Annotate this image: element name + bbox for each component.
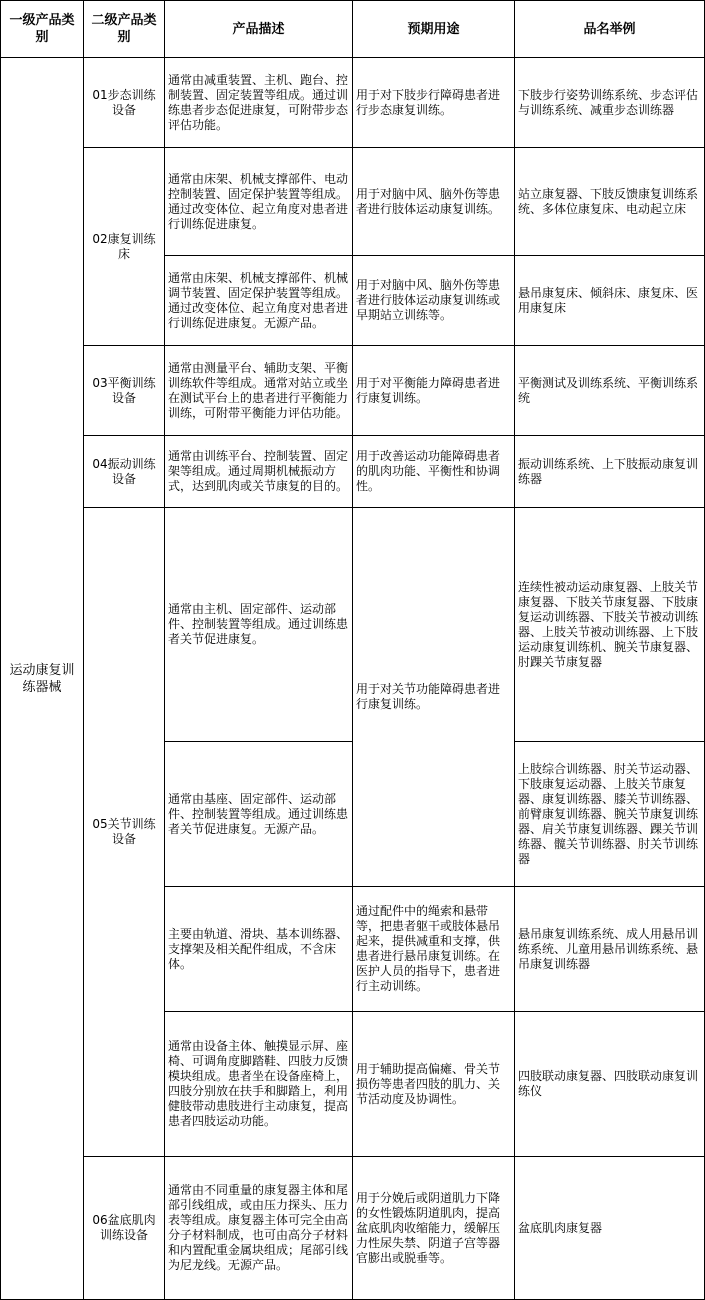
category-level2-cell: 05关节训练设备 [84,508,165,1157]
intended-use-cell: 用于改善运动功能障碍患者的肌肉功能、平衡性和协调性。 [353,436,515,508]
examples-cell: 盆底肌肉康复器 [515,1157,705,1300]
examples-cell: 悬吊康复床、倾斜床、康复床、医用康复床 [515,256,705,346]
table-row [1,1157,705,1300]
description-cell: 通常由训练平台、控制装置、固定架等组成。通过周期机械振动方式，达到肌肉或关节康复的目的。 [165,436,353,508]
examples-cell: 四肢联动康复器、四肢联动康复训练仪 [515,1012,705,1157]
category-level1-cell: 运动康复训练器械 [1,58,84,1300]
examples-cell: 站立康复器、下肢反馈康复训练系统、多体位康复床、电动起立床 [515,148,705,256]
category-level2-cell: 01步态训练设备 [84,58,165,148]
description-cell: 通常由主机、固定部件、运动部件、控制装置等组成。通过训练患者关节促进康复。 [165,508,353,742]
examples-cell: 振动训练系统、上下肢振动康复训练器 [515,436,705,508]
examples-cell: 上肢综合训练器、肘关节运动器、下肢康复运动器、上肢关节康复器、康复训练器、膝关节训练器、前臂康复训练器、腕关节康复训练器、肩关节康复训练器、踝关节训练器、髋关节训练器、肘关节训练器 [515,742,705,887]
table-row [1,148,705,256]
header-product-description: 产品描述 [165,1,353,58]
description-cell: 通常由测量平台、辅助支架、平衡训练软件等组成。通常对站立或坐在测试平台上的患者进行平衡能力训练，可附带平衡能力评估功能。 [165,346,353,436]
intended-use-cell: 用于辅助提高偏瘫、骨关节损伤等患者四肢的肌力、关节活动度及协调性。 [353,1012,515,1157]
category-level2-cell: 04振动训练设备 [84,436,165,508]
table-row [1,58,705,148]
examples-cell: 平衡测试及训练系统、平衡训练系统 [515,346,705,436]
intended-use-cell: 用于对脑中风、脑外伤等患者进行肢体运动康复训练或早期站立训练等。 [353,256,515,346]
header-level2-category: 二级产品类别 [84,1,165,58]
table-row [1,508,705,742]
examples-cell: 连续性被动运动康复器、上肢关节康复器、下肢关节康复器、下肢康复运动训练器、下肢关节被动训练器、上肢关节被动训练器、上下肢运动康复训练机、腕关节康复器、肘踝关节康复器 [515,508,705,742]
header-row [1,1,705,58]
description-cell: 主要由轨道、滑块、基本训练器、支撑架及相关配件组成，不含床体。 [165,887,353,1012]
header-name-examples: 品名举例 [515,1,705,58]
examples-cell: 悬吊康复训练系统、成人用悬吊训练系统、儿童用悬吊训练系统、悬吊康复训练器 [515,887,705,1012]
description-cell: 通常由床架、机械支撑部件、机械调节装置、固定保护装置等组成。通过改变体位、起立角度对患者进行训练促进康复。无源产品。 [165,256,353,346]
description-cell: 通常由减重装置、主机、跑台、控制装置、固定装置等组成。通过训练患者步态促进康复，可附带步态评估功能。 [165,58,353,148]
intended-use-cell: 用于对脑中风、脑外伤等患者进行肢体运动康复训练。 [353,148,515,256]
table-row [1,436,705,508]
description-cell: 通常由基座、固定部件、运动部件、控制装置等组成。通过训练患者关节促进康复。无源产品。 [165,742,353,887]
intended-use-cell: 用于对平衡能力障碍患者进行康复训练。 [353,346,515,436]
examples-cell: 下肢步行姿势训练系统、步态评估与训练系统、减重步态训练器 [515,58,705,148]
intended-use-cell: 用于对下肢步行障碍患者进行步态康复训练。 [353,58,515,148]
header-intended-use: 预期用途 [353,1,515,58]
intended-use-cell: 通过配件中的绳索和悬带等，把患者躯干或肢体悬吊起来，提供减重和支撑，供患者进行悬吊康复训练。在医护人员的指导下，患者进行主动训练。 [353,887,515,1012]
category-level2-cell: 03平衡训练设备 [84,346,165,436]
header-level1-category: 一级产品类别 [1,1,84,58]
description-cell: 通常由不同重量的康复器主体和尾部引线组成，或由压力探头、压力表等组成。康复器主体可完全由高分子材料制成，也可由高分子材料和内置配重金属块组成；尾部引线为尼龙线。无源产品。 [165,1157,353,1300]
category-level2-cell: 06盆底肌肉训练设备 [84,1157,165,1300]
intended-use-cell: 用于分娩后或阴道肌力下降的女性锻炼阴道肌肉，提高盆底肌肉收缩能力，缓解压力性尿失禁、阴道子宫等器官膨出或脱垂等。 [353,1157,515,1300]
category-level2-cell: 02康复训练床 [84,148,165,346]
description-cell: 通常由设备主体、触摸显示屏、座椅、可调角度脚踏鞋、四肢力反馈模块组成。患者坐在设备座椅上，四肢分别放在扶手和脚踏上，利用健肢带动患肢进行主动康复，提高患者四肢运动功能。 [165,1012,353,1157]
description-cell: 通常由床架、机械支撑部件、电动控制装置、固定保护装置等组成。通过改变体位、起立角度对患者进行训练促进康复。 [165,148,353,256]
table-row [1,346,705,436]
intended-use-cell: 用于对关节功能障碍患者进行康复训练。 [353,508,515,887]
